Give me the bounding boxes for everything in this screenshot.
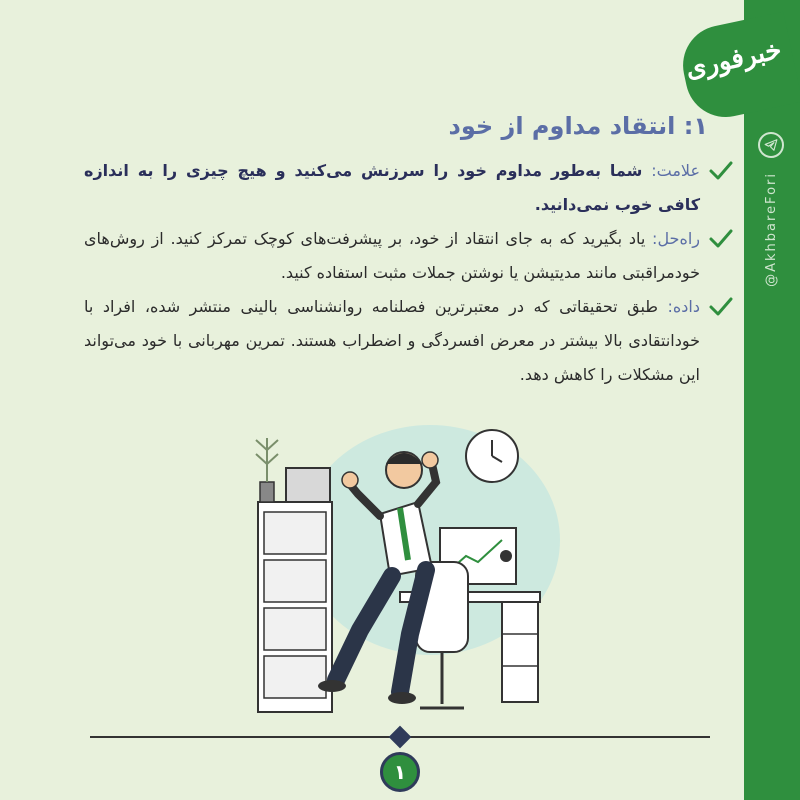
check-icon [708,228,734,250]
brand-sidebar [744,0,800,800]
item-label: داده: [667,297,700,316]
sidebar-separator [740,0,744,800]
brand-logo: خبرفوری [682,34,785,85]
telegram-icon[interactable] [758,132,784,158]
item-label: راه‌حل: [652,229,700,248]
social-links [756,132,786,287]
list-item-data [84,290,734,392]
tips-list [84,154,734,392]
item-text: طبق تحقیقاتی که در معتبرترین فصلنامه روانشناسی بالینی منتشر شده، افراد با خودانتقادی بالا بیشتر در معرض افسردگی و اضطراب هستند. تمرین مهربانی با خود می‌تواند این مشکلات را کاهش دهد. [84,297,700,384]
item-text: شما به‌طور مداوم خود را سرزنش می‌کنید و هیچ چیزی را به اندازه کافی خوب نمی‌دانید. [84,161,700,214]
office-illustration [240,420,560,720]
check-icon [708,160,734,182]
channel-handle[interactable]: @AkhbareFori [763,172,779,287]
check-icon [708,296,734,318]
item-text: یاد بگیرید که به جای انتقاد از خود، بر پیشرفت‌های کوچک تمرکز کنید. از روش‌های خودمراقبتی مانند مدیتیشن یا نوشتن جملات مثبت استفاده کنید. [84,229,700,282]
list-item-symptom [84,154,734,222]
list-item-solution [84,222,734,290]
page-number-badge: ۱ [380,752,420,792]
item-label: علامت: [651,161,700,180]
page-title: ۱: انتقاد مداوم از خود [448,112,708,140]
divider-ornament [389,726,412,749]
